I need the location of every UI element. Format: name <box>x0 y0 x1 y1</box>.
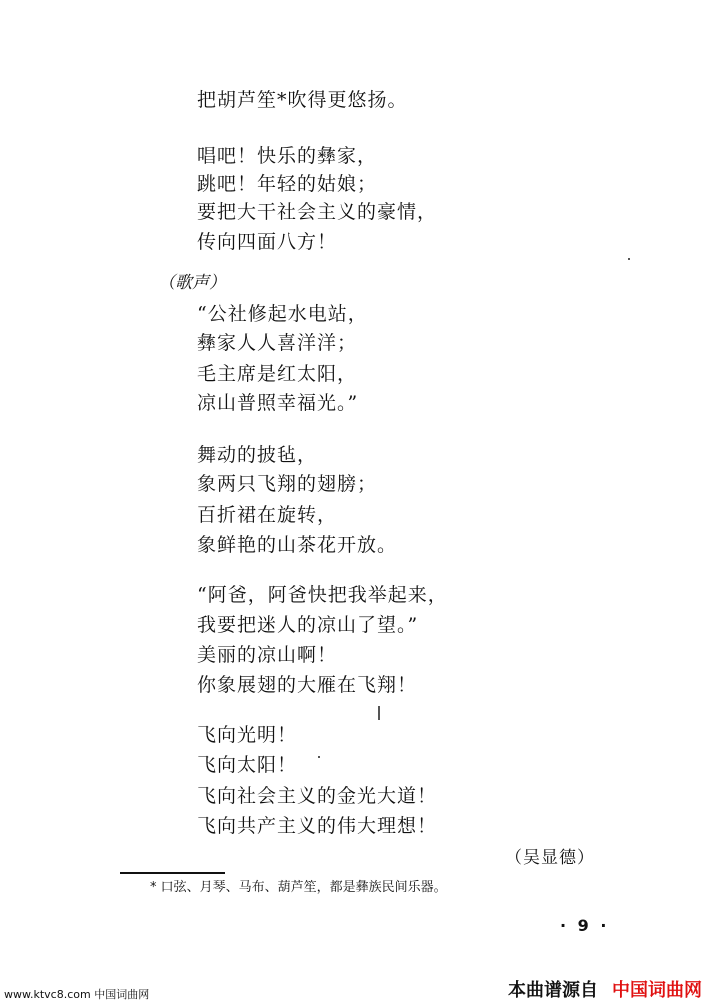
poem-line: 我要把迷人的凉山了望。” <box>197 614 419 636</box>
poem-line: 飞向共产主义的伟大理想！ <box>197 815 438 837</box>
poem-line: 百折裙在旋转， <box>197 504 338 526</box>
poem-line: 跳吧！年轻的姑娘； <box>197 173 378 195</box>
poem-line: 飞向太阳！ <box>197 754 298 776</box>
poem-line: “公社修起水电站， <box>197 303 368 325</box>
poem-line: 象鲜艳的山茶花开放。 <box>197 534 398 556</box>
poem-line: 唱吧！快乐的彝家， <box>197 145 378 167</box>
poem-line: 毛主席是红太阳， <box>197 363 358 385</box>
poem-line: 舞动的披毡， <box>197 444 318 466</box>
scan-speck <box>318 756 320 758</box>
poem-line: 要把大干社会主义的豪情， <box>197 201 438 223</box>
watermark-site-name[interactable]: 中国词曲网 <box>612 980 702 1001</box>
watermark-source-label: 本曲谱源自 <box>508 980 598 1001</box>
poem-line: 飞向社会主义的金光大道！ <box>197 785 438 807</box>
poem-line: 你象展翅的大雁在飞翔！ <box>197 674 418 696</box>
footnote-divider <box>120 872 225 874</box>
poem-line: 美丽的凉山啊！ <box>197 644 338 666</box>
author-credit: （吴显德） <box>505 848 595 868</box>
scan-speck <box>628 258 630 260</box>
watermark-url[interactable]: www.ktvc8.com 中国词曲网 <box>4 988 150 1001</box>
poem-line: 彝家人人喜洋洋； <box>197 332 358 354</box>
poem-line: 凉山普照幸福光。” <box>197 392 359 414</box>
poem-line: 象两只飞翔的翅膀； <box>197 473 378 495</box>
poem-line: 把胡芦笙*吹得更悠扬。 <box>197 89 408 111</box>
footnote: * 口弦、月琴、马布、葫芦笙，都是彝族民间乐器。 <box>150 880 447 895</box>
poem-line: 飞向光明！ <box>197 724 298 746</box>
watermark-source <box>508 980 702 1002</box>
page-number: · 9 · <box>560 916 610 935</box>
section-label: （歌声） <box>158 273 226 293</box>
poem-line: 传向四面八方！ <box>197 231 338 253</box>
scan-speck <box>378 706 380 720</box>
poem-line: “阿爸，阿爸快把我举起来， <box>197 584 448 606</box>
